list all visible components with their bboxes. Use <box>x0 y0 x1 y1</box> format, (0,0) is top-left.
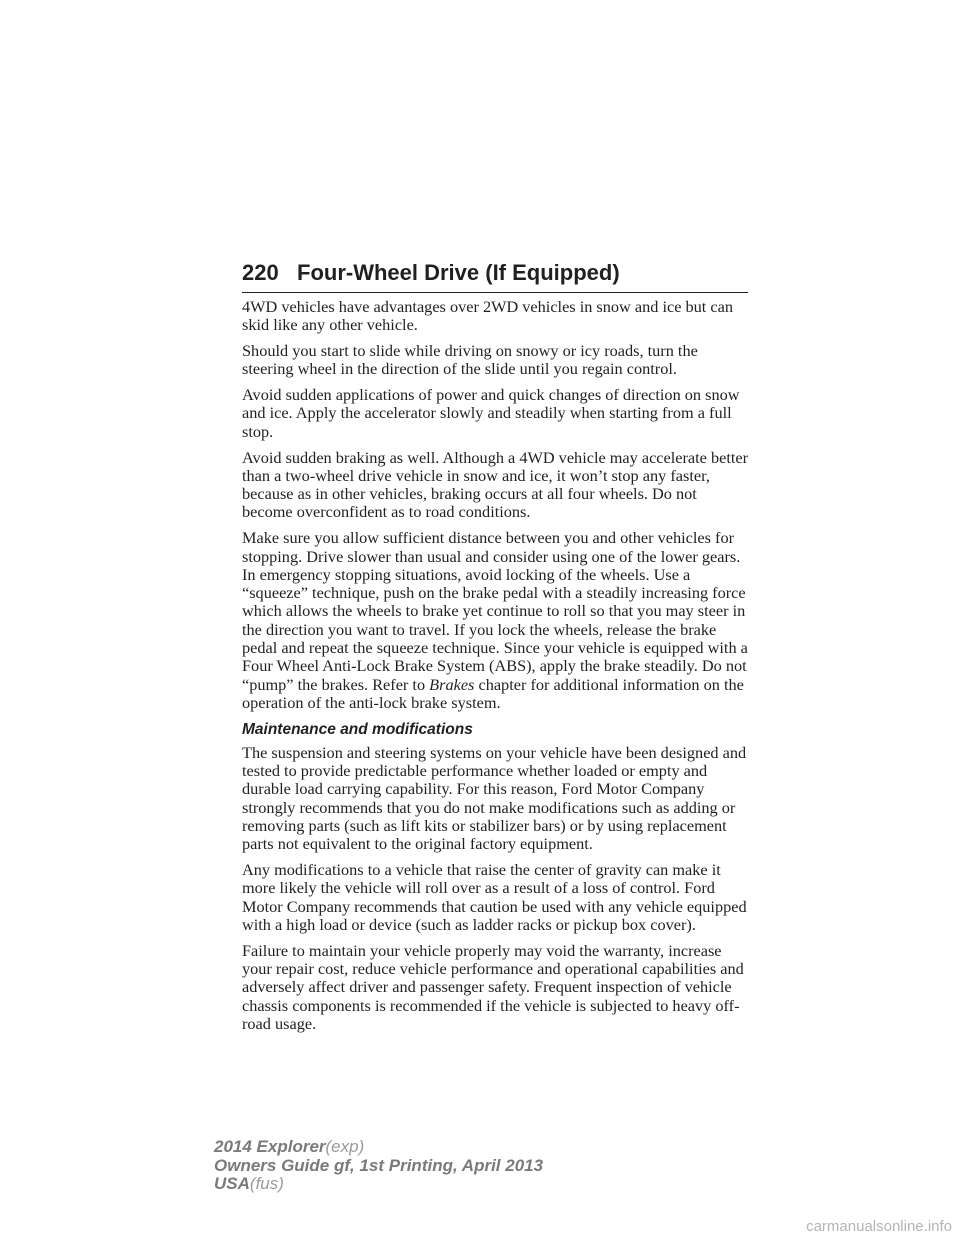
footer-printing: Owners Guide gf, 1st Printing, April 2013 <box>214 1155 544 1175</box>
paragraph-stopping-distance <box>242 529 750 712</box>
brakes-reference-link[interactable]: Brakes <box>429 674 475 694</box>
document-footer <box>214 1138 543 1194</box>
page-number: 220 <box>242 260 279 285</box>
footer-line-model <box>214 1138 543 1157</box>
page-header <box>242 258 748 293</box>
watermark: carmanualsonline.info <box>806 1218 952 1235</box>
footer-region: USA <box>214 1174 250 1193</box>
paragraph-suspension: The suspension and steering systems on your vehicle have been designed and tested to provide predictable performance whether loaded or empty and durable load carrying capability. For this reason, Ford Motor Company strongly recommends that you do not make modifications such as adding or removing parts (such as lift kits or stabilizer bars) or by using replacement parts not equivalent to the original factory equipment. <box>242 742 747 854</box>
paragraph-modifications: Any modifications to a vehicle that raise the center of gravity can make it more likely the vehicle will roll over as a result of a loss of control. Ford Motor Company recommends that caution be used with any vehicle equipped with a high load or device (such as ladder racks or pickup box cover). <box>242 860 747 934</box>
footer-model-code: (exp) <box>325 1137 365 1156</box>
footer-line-region <box>214 1175 543 1194</box>
chapter-title: Four-Wheel Drive (If Equipped) <box>297 260 620 285</box>
paragraph-slide: Should you start to slide while driving on snowy or icy roads, turn the steering wheel in the direction of the slide until you regain control. <box>242 341 698 379</box>
section-heading: Maintenance and modifications <box>242 720 473 738</box>
stopping-text: Make sure you allow sufficient distance between you and other vehicles for stopping. Drive slower than usual and consider using one of the lower gears. In emergency stopping situations, avoid locking of the wheels. Use a “squeeze” technique, push on the brake pedal with a steadily increasing force which allows the wheels to brake yet continue to roll so that you may steer in the direction you want to travel. If you lock the wheels, release the brake pedal and repeat the squeeze technique. Since your vehicle is equipped with a Four Wheel Anti-Lock Brake System (ABS), apply the brake steadily. Do not “pump” the brakes. Refer to <box>242 528 748 694</box>
footer-region-code: (fus) <box>249 1174 284 1193</box>
paragraph-4wd-advantages: 4WD vehicles have advantages over 2WD vehicles in snow and ice but can skid like any other vehicle. <box>242 297 733 335</box>
paragraph-power: Avoid sudden applications of power and quick changes of direction on snow and ice. Apply the accelerator slowly and steadily when starting from a full stop. <box>242 385 740 441</box>
footer-model: 2014 Explorer <box>214 1137 326 1156</box>
paragraph-maintenance: Failure to maintain your vehicle properly may void the warranty, increase your repair cost, reduce vehicle performance and operational capabilities and adversely affect driver and passenger safety. Frequent inspection of vehicle chassis components is recommended if the vehicle is subjected to heavy off-road usage. <box>242 940 744 1033</box>
paragraph-braking: Avoid sudden braking as well. Although a 4WD vehicle may accelerate better than a two-wheel drive vehicle in snow and ice, it won’t stop any faster, because as in other vehicles, braking occurs at all four wheels. Do not become overconfident as to road conditions. <box>242 447 749 522</box>
page-body <box>242 298 750 1041</box>
stopping-text-tail: chapter for additional information on the operation of the anti-lock brake system. <box>242 674 744 712</box>
